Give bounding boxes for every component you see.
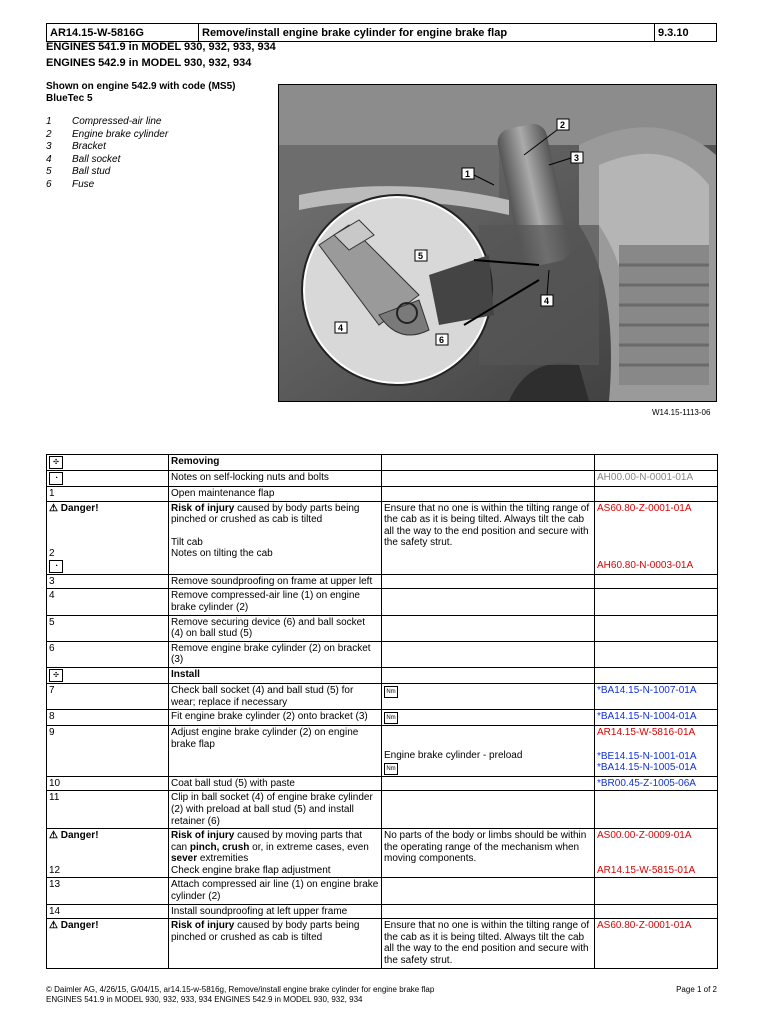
ref-link[interactable]: *BR00.45-Z-1005-06A <box>595 776 718 791</box>
doc-id: AR14.15-W-5816G <box>47 24 199 42</box>
ref-link[interactable]: AR14.15-W-5815-01A <box>597 864 696 876</box>
torque-icon: Nm <box>384 712 398 724</box>
legend-item: 3 Bracket <box>46 141 106 152</box>
table-row: 6 Remove engine brake cylinder (2) on bracket (3) <box>47 641 718 667</box>
svg-text:1: 1 <box>465 169 471 179</box>
procedure-table <box>46 454 718 969</box>
svg-text:3: 3 <box>574 153 580 163</box>
table-row: 14 Install soundproofing at left upper frame <box>47 904 718 919</box>
table-row: ◔ Notes on self-locking nuts and bolts AH00.00-N-0001-01A <box>47 471 718 487</box>
table-row: 8 Fit engine brake cylinder (2) onto bracket (3) Nm *BA14.15-N-1004-01A <box>47 710 718 726</box>
table-row: 3 Remove soundproofing on frame at upper left <box>47 574 718 589</box>
ref-link[interactable]: AH60.80-N-0003-01A <box>597 560 694 572</box>
torque-icon: Nm <box>384 686 398 698</box>
table-row: ✣ Install <box>47 667 718 683</box>
ref-link[interactable]: AS60.80-Z-0001-01A <box>595 919 718 968</box>
legend-item: 5 Ball stud <box>46 166 111 177</box>
svg-text:2: 2 <box>560 120 566 130</box>
svg-text:6: 6 <box>439 335 445 345</box>
engine-line-1: ENGINES 541.9 in MODEL 930, 932, 933, 934 <box>46 41 276 53</box>
figure-reference: W14.15-1113-06 <box>652 408 711 417</box>
table-row: 13 Attach compressed air line (1) on engine brake cylinder (2) <box>47 878 718 904</box>
table-row: 5 Remove securing device (6) and ball socket (4) on ball stud (5) <box>47 615 718 641</box>
legend-item: 1 Compressed-air line <box>46 116 162 127</box>
table-row: 1 Open maintenance flap <box>47 487 718 502</box>
ref-link[interactable]: *BA14.15-N-1005-01A <box>597 762 697 774</box>
doc-title: Remove/install engine brake cylinder for engine brake flap <box>199 24 655 42</box>
svg-text:4: 4 <box>338 323 344 333</box>
table-row: 10 Coat ball stud (5) with paste *BR00.45-Z-1005-06A <box>47 776 718 791</box>
torque-icon: Nm <box>384 763 398 775</box>
ref-link[interactable]: AS60.80-Z-0001-01A <box>597 502 692 514</box>
ref-link[interactable]: *BA14.15-N-1004-01A <box>595 710 718 726</box>
legend-item: 6 Fuse <box>46 178 95 190</box>
table-row: 9 Adjust engine brake cylinder (2) on engine brake flap Engine brake cylinder - preload Nm AR14.15-W-5816-01A *BE14.15-N-1001-01A *BA14.15-N-1005-01A <box>47 726 718 777</box>
table-row: ⚠ Danger! 2 ◔ Risk of injury caused by body parts being pinched or crushed as cab is tilted Tilt cab Notes on tilting the cab Ensure that no one is within the tilting range of the cab as it is being tilted. Always tilt the cab all the way to the end position and secure with the safety strut. AS60.80-Z-0001-01A AH60.80-N-0003-01A <box>47 501 718 574</box>
svg-text:4: 4 <box>544 296 550 306</box>
warning-icon: ⚠ <box>49 502 58 514</box>
ref-link[interactable]: AR14.15-W-5816-01A <box>597 727 696 739</box>
table-row: ✣ Removing <box>47 455 718 471</box>
engine-line-2: ENGINES 542.9 in MODEL 930, 932, 934 <box>46 57 252 69</box>
legend-item: 2 Engine brake cylinder <box>46 128 169 140</box>
engine-photo <box>278 84 717 402</box>
table-row: 7 Check ball socket (4) and ball stud (5) for wear; replace if necessary Nm *BA14.15-N-1007-01A <box>47 683 718 709</box>
warning-icon: ⚠ <box>49 920 58 932</box>
table-row: ⚠ Danger! Risk of injury caused by body parts being pinched or crushed as cab is tilted Ensure that no one is within the tilting range of the cab as it is being tilted. Always tilt the cab all the way to the end position and secure with the safety strut. AS60.80-Z-0001-01A <box>47 919 718 968</box>
table-row: 11 Clip in ball socket (4) of engine brake cylinder (2) with preload at ball stud (5) and install retainer (6) <box>47 791 718 829</box>
ref-link[interactable]: *BE14.15-N-1001-01A <box>597 750 697 762</box>
page-footer: © Daimler AG, 4/26/15, G/04/15, ar14.15-w-5816g, Remove/install engine brake cylinder for engine brake flap ENGINES 541.9 in MODEL 930, 932, 933, 934 ENGINES 542.9 in MODEL 930, 932, 934 Page 1 of 2 <box>46 985 717 1004</box>
removing-icon: ✣ <box>49 456 63 469</box>
install-icon: ✣ <box>49 669 63 682</box>
table-row: ⚠ Danger! 12 Risk of injury caused by moving parts that can pinch, crush or, in extreme cases, even sever extremities Check engine brake flap adjustment No parts of the body or limbs should be within the operating range of the mechanism when moving components. AS00.00-Z-0009-01A AR14.15-W-5815-01A <box>47 829 718 878</box>
warning-icon: ⚠ <box>49 830 58 842</box>
ref-link[interactable]: AS00.00-Z-0009-01A <box>597 830 692 842</box>
legend-item: 4 Ball socket <box>46 153 121 165</box>
table-row: 4 Remove compressed-air line (1) on engine brake cylinder (2) <box>47 589 718 615</box>
figure-legend <box>46 116 168 191</box>
ref-link[interactable]: AH00.00-N-0001-01A <box>595 471 718 487</box>
doc-version: 9.3.10 <box>655 24 717 42</box>
svg-text:5: 5 <box>418 251 424 261</box>
note-icon: ◔ <box>49 472 63 485</box>
engine-illustration <box>279 85 716 401</box>
ref-link[interactable]: *BA14.15-N-1007-01A <box>595 683 718 709</box>
document-header <box>46 23 717 42</box>
note-icon: ◔ <box>49 560 63 573</box>
figure-caption: Shown on engine 542.9 with code (MS5) BlueTec 5 <box>46 81 236 104</box>
page-number: Page 1 of 2 <box>676 985 717 994</box>
